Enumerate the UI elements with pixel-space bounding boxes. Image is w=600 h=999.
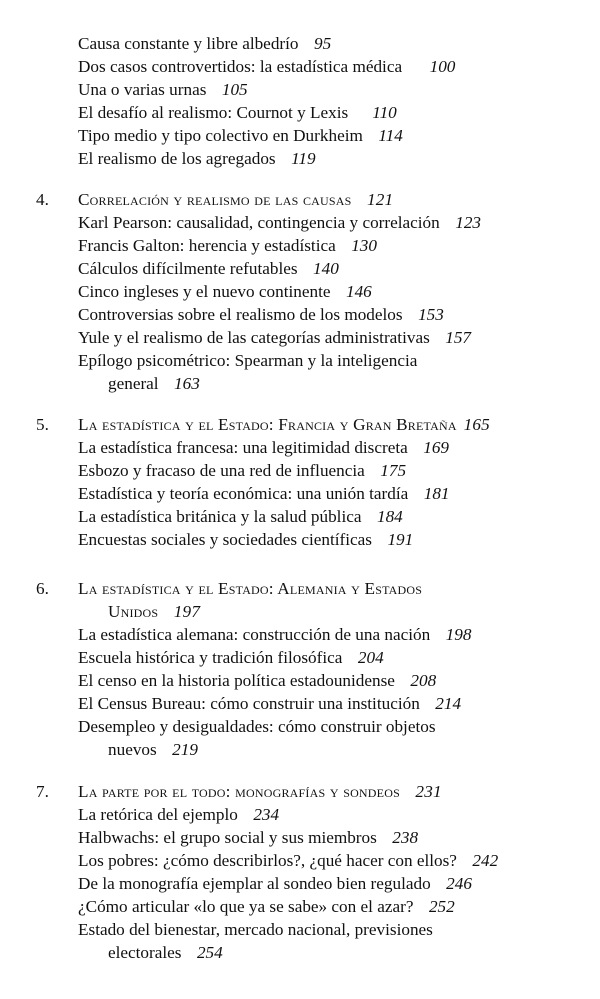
toc-entry-page: 169: [423, 438, 450, 457]
chapter-title: La estadística y el Estado: Francia y Gran Bretaña: [78, 415, 457, 434]
toc-entry-title: El Census Bureau: cómo construir una institución: [78, 694, 420, 713]
toc-entry-title: Francis Galton: herencia y estadística: [78, 236, 336, 255]
chapter-number: 5.: [36, 415, 49, 434]
toc-entry-page: 191: [387, 530, 414, 549]
chapter-title: Unidos: [108, 602, 159, 621]
toc-entry-title: El realismo de los agregados: [78, 149, 276, 168]
toc-entry-page: 175: [380, 461, 407, 480]
toc-entry-page: 214: [435, 694, 462, 713]
toc-entry-title: Halbwachs: el grupo social y sus miembros: [78, 828, 377, 847]
toc-entry-page: 153: [418, 305, 444, 324]
chapter-page: 231: [415, 782, 442, 801]
toc-entry-title: Dos casos controvertidos: la estadística médica: [78, 57, 403, 76]
toc-entry: [78, 506, 596, 528]
toc-entry-title: Tipo medio y tipo colectivo en Durkheim: [78, 126, 363, 145]
toc-entry-page: 100: [429, 57, 456, 76]
toc-entry-page: 198: [445, 625, 472, 644]
toc-entry: [78, 56, 596, 78]
toc-entry: [78, 804, 596, 826]
toc-entry-title: La estadística alemana: construcción de una nación: [78, 625, 431, 644]
toc-entry-title: Cálculos difícilmente refutables: [78, 259, 298, 278]
toc-entry-title: Estadística y teoría económica: una unión tardía: [78, 484, 409, 503]
toc-entry-title: Yule y el realismo de las categorías administrativas: [78, 328, 430, 347]
toc-entry-page: 238: [392, 828, 419, 847]
toc-entry-title: Esbozo y fracaso de una red de influencia: [78, 461, 365, 480]
chapter-title: La parte por el todo: monografías y sondeos: [78, 782, 400, 801]
toc-entry-title: Escuela histórica y tradición filosófica: [78, 648, 343, 667]
toc-entry: [78, 33, 596, 55]
toc-entry: [78, 529, 596, 551]
toc-entry-page: 130: [351, 236, 377, 255]
chapter-page: 197: [173, 602, 201, 621]
toc-entry: [78, 102, 596, 124]
chapter-number: 6.: [36, 579, 49, 598]
toc-entry: [78, 919, 596, 941]
toc-entry-title: La retórica del ejemplo: [78, 805, 238, 824]
toc-entry-title: Una o varias urnas: [78, 80, 207, 99]
toc-entry-title: El desafío al realismo: Cournot y Lexis: [78, 103, 349, 122]
toc-entry-title: Cinco ingleses y el nuevo continente: [78, 282, 331, 301]
toc-entry: [78, 125, 596, 147]
toc-entry: [78, 235, 596, 257]
toc-entry-page: 254: [196, 943, 223, 962]
toc-entry-title: Controversias sobre el realismo de los modelos: [78, 305, 403, 324]
toc-entry-page: 204: [357, 648, 384, 667]
chapter-title: Correlación y realismo de las causas: [78, 190, 352, 209]
toc-entry: [78, 850, 596, 872]
toc-entry: [78, 827, 596, 849]
toc-entry-page: 219: [172, 740, 198, 759]
toc-entry-page: 95: [313, 34, 332, 53]
toc-entry: [78, 258, 596, 280]
chapter-number: 4.: [36, 190, 49, 209]
toc-entry-page: 252: [428, 897, 455, 916]
toc-entry-title: Encuestas sociales y sociedades científicas: [78, 530, 372, 549]
toc-entry-page: 105: [221, 80, 248, 99]
toc-entry: [78, 460, 596, 482]
toc-entry-continuation: [108, 942, 596, 964]
chapter-heading: [78, 414, 596, 436]
toc-entry: [78, 212, 596, 234]
toc-entry-page: 246: [446, 874, 472, 893]
toc-entry: [78, 693, 596, 715]
toc-entry-page: 140: [313, 259, 339, 278]
toc-entry-page: 242: [472, 851, 499, 870]
toc-entry-title: La estadística británica y la salud pública: [78, 507, 362, 526]
toc-entry-continuation: [108, 739, 596, 761]
toc-entry-title: De la monografía ejemplar al sondeo bien regulado: [78, 874, 431, 893]
toc-entry-page: 110: [372, 103, 397, 122]
toc-entry: [78, 647, 596, 669]
toc-entry-title: La estadística francesa: una legitimidad discreta: [78, 438, 408, 457]
toc-entry-page: 157: [445, 328, 472, 347]
toc-entry-title: Epílogo psicométrico: Spearman y la inteligencia: [78, 351, 418, 370]
toc-entry: [78, 483, 596, 505]
chapter-title: La estadística y el Estado: Alemania y Estados: [78, 579, 423, 598]
toc-entry-title: El censo en la historia política estadounidense: [78, 671, 395, 690]
toc-entry-page: 234: [253, 805, 280, 824]
toc-entry-page: 208: [410, 671, 437, 690]
toc-entry-title: Karl Pearson: causalidad, contingencia y correlación: [78, 213, 440, 232]
toc-entry: [78, 716, 596, 738]
chapter-page: 165: [463, 415, 490, 434]
chapter-heading: [78, 578, 596, 600]
toc-entry-page: 114: [378, 126, 403, 145]
toc-entry: [78, 896, 596, 918]
toc-entry-page: 123: [455, 213, 481, 232]
chapter-heading-continuation: [108, 601, 596, 623]
toc-entry-page: 119: [291, 149, 316, 168]
toc-entry: [78, 327, 596, 349]
toc-entry-page: 184: [376, 507, 403, 526]
toc-entry: [78, 873, 596, 895]
toc-entry: [78, 437, 596, 459]
toc-entry-title: Estado del bienestar, mercado nacional, previsiones: [78, 920, 433, 939]
toc-entry-title: Causa constante y libre albedrío: [78, 34, 299, 53]
toc-entry-page: 146: [345, 282, 372, 301]
toc-entry-title: nuevos: [108, 740, 157, 759]
toc-entry: [78, 79, 596, 101]
toc-entry-title: general: [108, 374, 159, 393]
toc-entry-title: Los pobres: ¿cómo describirlos?, ¿qué hacer con ellos?: [78, 851, 457, 870]
toc-entry: [78, 350, 596, 372]
toc-entry-page: 163: [174, 374, 200, 393]
chapter-number: 7.: [36, 782, 49, 801]
toc-entry: [78, 304, 596, 326]
toc-entry-page: 181: [423, 484, 450, 503]
toc-entry-continuation: [108, 373, 596, 395]
chapter-heading: [78, 781, 596, 803]
toc-entry-title: Desempleo y desigualdades: cómo construir objetos: [78, 717, 436, 736]
toc-entry-title: electorales: [108, 943, 182, 962]
toc-entry: [78, 148, 596, 170]
chapter-heading: [78, 189, 596, 211]
toc-entry: [78, 281, 596, 303]
chapter-page: 121: [366, 190, 394, 209]
toc-entry: [78, 624, 596, 646]
toc-entry: [78, 670, 596, 692]
toc-entry-title: ¿Cómo articular «lo que ya se sabe» con el azar?: [78, 897, 414, 916]
